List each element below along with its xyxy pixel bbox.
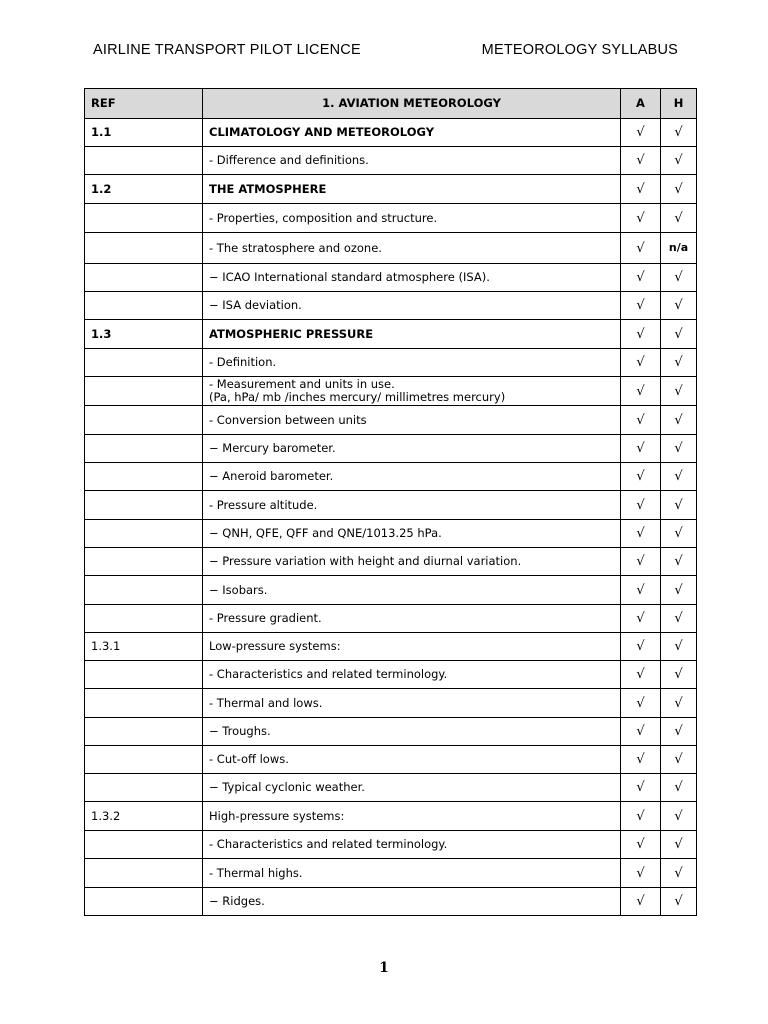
checkmark-h: √	[661, 548, 697, 576]
row-ref	[85, 406, 203, 435]
table-row	[85, 774, 697, 802]
row-description-line: ATMOSPHERIC PRESSURE	[209, 326, 374, 341]
row-description	[203, 718, 621, 746]
checkmark-a: √	[621, 689, 661, 718]
table-row	[85, 633, 697, 661]
checkmark-h: √	[661, 718, 697, 746]
table-row	[85, 888, 697, 916]
row-description-line: - Characteristics and related terminology.	[209, 667, 448, 681]
row-description-line: − Ridges.	[209, 894, 265, 908]
checkmark-h: √	[661, 746, 697, 774]
row-description-line: − Aneroid barometer.	[209, 469, 334, 483]
checkmark-h: √	[661, 661, 697, 689]
row-description	[203, 119, 621, 147]
row-description	[203, 633, 621, 661]
row-description-line: − Typical cyclonic weather.	[209, 780, 365, 794]
checkmark-a: √	[621, 491, 661, 520]
table-row	[85, 661, 697, 689]
row-description-line: - Cut-off lows.	[209, 752, 289, 766]
checkmark-h: √	[661, 463, 697, 491]
checkmark-a: √	[621, 548, 661, 576]
checkmark-h: √	[661, 633, 697, 661]
checkmark-h: √	[661, 689, 697, 718]
table-row	[85, 520, 697, 548]
row-description	[203, 175, 621, 204]
checkmark-a: √	[621, 204, 661, 233]
checkmark-a: √	[621, 435, 661, 463]
checkmark-h: √	[661, 802, 697, 831]
checkmark-a: √	[621, 349, 661, 377]
checkmark-a: √	[621, 377, 661, 406]
checkmark-a: √	[621, 633, 661, 661]
row-description-line: - Definition.	[209, 355, 277, 369]
checkmark-h: √	[661, 859, 697, 888]
column-header-a: A	[621, 89, 661, 119]
table-row	[85, 435, 697, 463]
table-row	[85, 746, 697, 774]
table-row	[85, 147, 697, 175]
row-description	[203, 320, 621, 349]
row-description	[203, 548, 621, 576]
row-ref	[85, 689, 203, 718]
table-row	[85, 204, 697, 233]
row-description	[203, 377, 621, 406]
row-ref	[85, 204, 203, 233]
checkmark-a: √	[621, 831, 661, 859]
table-row	[85, 406, 697, 435]
row-ref	[85, 233, 203, 264]
row-ref	[85, 576, 203, 605]
row-ref	[85, 349, 203, 377]
row-ref	[85, 435, 203, 463]
row-description-line: - Thermal highs.	[209, 865, 303, 880]
row-ref: 1.1	[85, 119, 203, 147]
checkmark-h: √	[661, 888, 697, 916]
checkmark-a: √	[621, 859, 661, 888]
row-ref	[85, 264, 203, 292]
row-description-line: Low-pressure systems:	[209, 639, 341, 653]
checkmark-a: √	[621, 463, 661, 491]
row-description-line: (Pa, hPa/ mb /inches mercury/ millimetres mercury)	[209, 390, 506, 404]
row-description-line: - Thermal and lows.	[209, 695, 323, 710]
checkmark-h: √	[661, 349, 697, 377]
row-description	[203, 605, 621, 633]
row-description-line: − QNH, QFE, QFF and QNE/1013.25 hPa.	[209, 526, 442, 540]
row-description-line: − ICAO International standard atmosphere (ISA).	[209, 270, 490, 284]
row-description	[203, 463, 621, 491]
column-header-ref: REF	[85, 89, 203, 119]
row-ref	[85, 831, 203, 859]
row-description	[203, 491, 621, 520]
row-description-line: CLIMATOLOGY AND METEOROLOGY	[209, 125, 435, 139]
checkmark-h: √	[661, 377, 697, 406]
row-ref: 1.2	[85, 175, 203, 204]
table-row	[85, 320, 697, 349]
row-description-line: THE ATMOSPHERE	[209, 181, 327, 196]
checkmark-h: √	[661, 292, 697, 320]
checkmark-a: √	[621, 292, 661, 320]
row-ref	[85, 520, 203, 548]
row-description	[203, 689, 621, 718]
section-title: METEOROLOGY SYLLABUS	[481, 42, 678, 58]
table-row	[85, 576, 697, 605]
row-ref: 1.3	[85, 320, 203, 349]
row-description	[203, 661, 621, 689]
page-number: 1	[379, 960, 389, 976]
syllabus-table	[84, 88, 697, 916]
column-header-title: 1. AVIATION METEOROLOGY	[203, 89, 621, 119]
row-description	[203, 435, 621, 463]
row-description	[203, 520, 621, 548]
row-description-line: - Pressure gradient.	[209, 611, 322, 625]
row-ref	[85, 859, 203, 888]
row-ref	[85, 888, 203, 916]
table-row	[85, 119, 697, 147]
table-row	[85, 233, 697, 264]
checkmark-h: √	[661, 204, 697, 233]
row-description	[203, 147, 621, 175]
checkmark-h: √	[661, 605, 697, 633]
checkmark-a: √	[621, 661, 661, 689]
checkmark-h: √	[661, 406, 697, 435]
row-ref	[85, 774, 203, 802]
checkmark-a: √	[621, 406, 661, 435]
row-ref: 1.3.2	[85, 802, 203, 831]
row-ref	[85, 746, 203, 774]
checkmark-h: √	[661, 119, 697, 147]
row-description-line: - The stratosphere and ozone.	[209, 240, 382, 255]
checkmark-a: √	[621, 520, 661, 548]
row-description	[203, 204, 621, 233]
row-description-line: High-pressure systems:	[209, 808, 345, 823]
checkmark-a: √	[621, 718, 661, 746]
checkmark-h: √	[661, 435, 697, 463]
table-row	[85, 831, 697, 859]
row-ref	[85, 292, 203, 320]
row-description-line: - Conversion between units	[209, 412, 367, 427]
row-description	[203, 264, 621, 292]
row-ref	[85, 718, 203, 746]
row-description-line: − Mercury barometer.	[209, 441, 336, 455]
row-description	[203, 349, 621, 377]
table-row	[85, 463, 697, 491]
row-description-line: − Troughs.	[209, 724, 271, 738]
table-row	[85, 548, 697, 576]
row-description	[203, 888, 621, 916]
checkmark-a: √	[621, 774, 661, 802]
row-description	[203, 802, 621, 831]
table-header-row	[85, 89, 697, 119]
row-description	[203, 746, 621, 774]
table-row	[85, 264, 697, 292]
table-row	[85, 349, 697, 377]
row-ref	[85, 661, 203, 689]
checkmark-a: √	[621, 147, 661, 175]
row-description	[203, 831, 621, 859]
checkmark-h: √	[661, 147, 697, 175]
not-applicable-h: n/a	[661, 233, 697, 264]
table-row	[85, 292, 697, 320]
page-header	[93, 42, 678, 62]
checkmark-h: √	[661, 576, 697, 605]
checkmark-a: √	[621, 264, 661, 292]
table-row	[85, 718, 697, 746]
checkmark-a: √	[621, 175, 661, 204]
checkmark-h: √	[661, 831, 697, 859]
table-row	[85, 689, 697, 718]
checkmark-a: √	[621, 888, 661, 916]
checkmark-h: √	[661, 264, 697, 292]
row-ref	[85, 491, 203, 520]
row-description	[203, 292, 621, 320]
row-description	[203, 233, 621, 264]
row-description	[203, 774, 621, 802]
row-ref: 1.3.1	[85, 633, 203, 661]
row-ref	[85, 548, 203, 576]
checkmark-a: √	[621, 746, 661, 774]
table-row	[85, 859, 697, 888]
row-ref	[85, 377, 203, 406]
row-description-line: - Properties, composition and structure.	[209, 210, 438, 225]
row-description-line: − ISA deviation.	[209, 298, 302, 312]
row-description-line: − Pressure variation with height and diurnal variation.	[209, 554, 522, 568]
row-description	[203, 406, 621, 435]
table-row	[85, 377, 697, 406]
table-row	[85, 605, 697, 633]
column-header-h: H	[661, 89, 697, 119]
checkmark-h: √	[661, 175, 697, 204]
checkmark-h: √	[661, 491, 697, 520]
row-description	[203, 576, 621, 605]
checkmark-a: √	[621, 320, 661, 349]
checkmark-a: √	[621, 233, 661, 264]
row-description-line: − Isobars.	[209, 582, 268, 597]
row-description-line: - Pressure altitude.	[209, 497, 318, 512]
checkmark-h: √	[661, 320, 697, 349]
checkmark-a: √	[621, 576, 661, 605]
checkmark-h: √	[661, 520, 697, 548]
checkmark-a: √	[621, 802, 661, 831]
row-description-line: - Difference and definitions.	[209, 153, 369, 167]
table-row	[85, 491, 697, 520]
row-description-line: - Measurement and units in use.	[209, 377, 395, 391]
table-row	[85, 175, 697, 204]
row-ref	[85, 147, 203, 175]
checkmark-a: √	[621, 119, 661, 147]
checkmark-a: √	[621, 605, 661, 633]
document-title: AIRLINE TRANSPORT PILOT LICENCE	[93, 42, 361, 58]
table-row	[85, 802, 697, 831]
checkmark-h: √	[661, 774, 697, 802]
row-description-line: - Characteristics and related terminology.	[209, 837, 448, 851]
row-ref	[85, 463, 203, 491]
row-ref	[85, 605, 203, 633]
row-description	[203, 859, 621, 888]
